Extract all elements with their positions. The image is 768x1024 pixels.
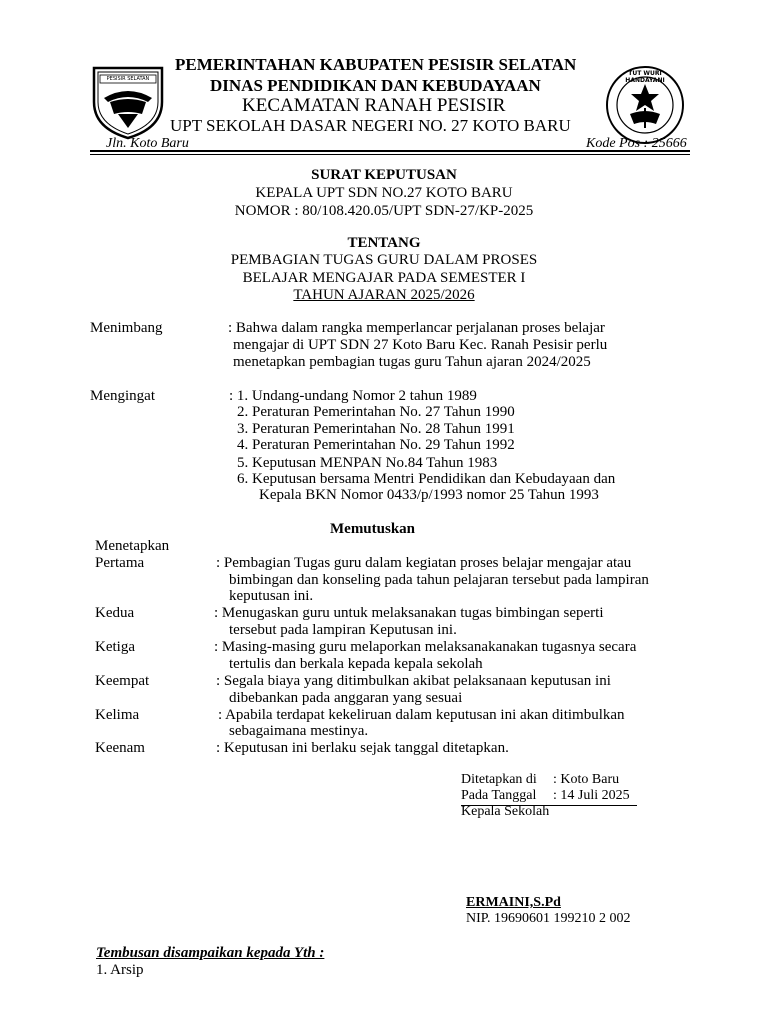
tanggal-label: Pada Tanggal [461,788,537,803]
about-line-3: TAHUN AJARAN 2025/2026 [293,287,475,303]
mengingat-item: 6. Keputusan bersama Mentri Pendidikan dan Kebudayaan dan [237,471,616,487]
decision-line: : Apabila terdapat kekeliruan dalam keputusan ini akan ditimbulkan [218,707,625,723]
decision-label-ketiga: Ketiga [95,639,135,655]
letterhead-rule-thick [90,150,690,152]
about-heading: TENTANG [347,235,421,251]
mengingat-label: Mengingat [90,388,155,404]
ditetapkan-value: : Koto Baru [553,772,620,787]
menimbang-label: Menimbang [90,320,163,336]
decision-label-keenam: Keenam [95,740,145,756]
signatory-name: ERMAINI,S.Pd [466,895,561,910]
decision-line: sebagaimana mestinya. [229,723,369,739]
decree-issuer: KEPALA UPT SDN NO.27 KOTO BARU [255,185,513,201]
menimbang-line: menetapkan pembagian tugas guru Tahun ajaran 2024/2025 [233,354,591,370]
about-line-2: BELAJAR MENGAJAR PADA SEMESTER I [242,270,526,286]
about-line-1: PEMBAGIAN TUGAS GURU DALAM PROSES [230,252,538,268]
cc-heading: Tembusan disampaikan kepada Yth : [96,945,325,961]
signatory-position: Kepala Sekolah [461,804,550,819]
letterhead-rule-thin [90,154,690,155]
letterhead-government: PEMERINTAHAN KABUPATEN PESISIR SELATAN [175,55,577,74]
decision-label-keempat: Keempat [95,673,150,689]
decree-heading: SURAT KEPUTUSAN [311,167,457,183]
letterhead-postcode: Kode Pos : 25666 [586,136,687,151]
mengingat-item: 4. Peraturan Pemerintahan No. 29 Tahun 1992 [237,437,515,453]
decision-line: : Masing-masing guru melaporkan melaksanakanakan tugasnya secara [214,639,637,655]
mengingat-item: 5. Keputusan MENPAN No.84 Tahun 1983 [237,455,498,471]
decision-heading: Memutuskan [330,521,416,537]
decision-label-kedua: Kedua [95,605,135,621]
decision-line: : Pembagian Tugas guru dalam kegiatan proses belajar mengajar atau [216,555,632,571]
tut-wuri-handayani-logo [604,64,686,146]
menetapkan-label: Menetapkan [95,538,170,554]
decision-line: : Keputusan ini berlaku sejak tanggal ditetapkan. [216,740,509,756]
decision-label-kelima: Kelima [95,707,140,723]
ditetapkan-label: Ditetapkan di [461,772,537,787]
decision-line: keputusan ini. [229,588,314,604]
decree-number: NOMOR : 80/108.420.05/UPT SDN-27/KP-2025 [234,203,534,219]
cc-item: 1. Arsip [96,962,144,978]
mengingat-item: Kepala BKN Nomor 0433/p/1993 nomor 25 Tahun 1993 [259,487,599,503]
signatory-nip: NIP. 19690601 199210 2 002 [466,911,631,926]
tut-wuri-handayani-text: TUT WURI HANDAYANI [625,70,665,84]
decision-line: bimbingan dan konseling pada tahun pelajaran tersebut pada lampiran [229,572,649,588]
decision-line: : Segala biaya yang ditimbulkan akibat pelaksanaan keputusan ini [216,673,611,689]
decision-label-pertama: Pertama [95,555,145,571]
letterhead-district: KECAMATAN RANAH PESISIR [242,95,506,116]
letterhead-department: DINAS PENDIDIKAN DAN KEBUDAYAAN [210,76,541,95]
mengingat-item: 3. Peraturan Pemerintahan No. 28 Tahun 1991 [237,421,515,437]
mengingat-item: : 1. Undang-undang Nomor 2 tahun 1989 [229,388,477,404]
decision-line: tersebut pada lampiran Keputusan ini. [229,622,457,638]
letterhead-address: Jln. Koto Baru [106,136,189,151]
tanggal-value: : 14 Juli 2025 [553,788,630,803]
mengingat-item: 2. Peraturan Pemerintahan No. 27 Tahun 1990 [237,404,515,420]
regency-emblem-logo [88,62,168,142]
menimbang-line: : Bahwa dalam rangka memperlancar perjalanan proses belajar [228,320,605,336]
decision-line: tertulis dan berkala kepada kepala sekolah [229,656,483,672]
regency-emblem-text: PESISIR SELATAN [106,76,150,82]
decision-line: dibebankan pada anggaran yang sesuai [229,690,463,706]
letterhead-school: UPT SEKOLAH DASAR NEGERI NO. 27 KOTO BARU [170,116,571,135]
menimbang-line: mengajar di UPT SDN 27 Koto Baru Kec. Ranah Pesisir perlu [233,337,608,353]
decision-line: : Menugaskan guru untuk melaksanakan tugas bimbingan seperti [214,605,604,621]
